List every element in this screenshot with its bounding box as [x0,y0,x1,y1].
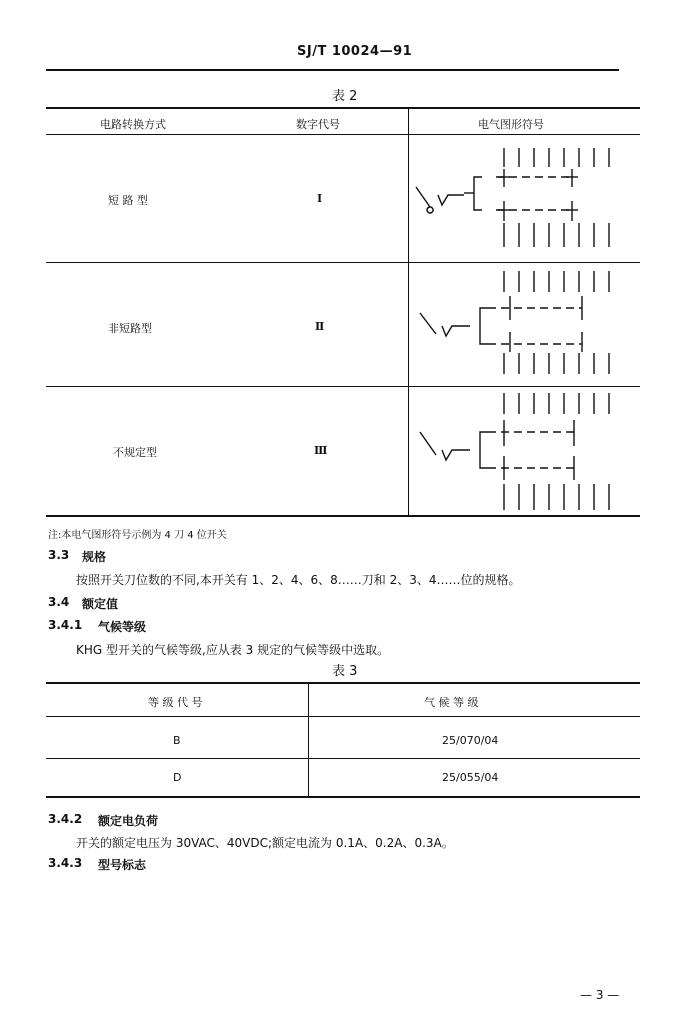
table3-row1-code: B [173,734,181,747]
table2-top-rule [46,107,640,109]
section-3-4-2-title: 额定电负荷 [98,814,159,828]
table2-row3-code: Ⅲ [314,444,328,457]
section-3-4-2-text: 开关的额定电压为 30VAC、40VDC;额定电流为 0.1A、0.2A、0.3A。 [76,836,454,850]
page-number: — 3 — [580,988,620,1002]
section-3-4-number: 3.4 [48,595,70,609]
table3-header-code: 等 级 代 号 [148,696,203,709]
table3-row1-rule [46,758,640,759]
table3-caption: 表 3 [332,664,358,679]
short-circuit-symbol [412,145,632,255]
table3-row1-value: 25/070/04 [442,734,499,747]
table2-row1-mode: 短 路 型 [108,194,148,207]
table2-caption: 表 2 [332,89,358,104]
table2-row3-mode: 不规定型 [113,446,157,459]
table2-note: 注:本电气图形符号示例为 4 刀 4 位开关 [48,530,227,541]
table2-row1-rule [46,262,640,263]
table2-row2-mode: 非短路型 [108,322,152,335]
table3-header-climate: 气 候 等 级 [424,696,479,709]
section-3-4-2-number: 3.4.2 [48,812,83,826]
table3-header-rule [46,716,640,717]
section-3-4-3-title: 型号标志 [98,858,147,872]
table2-header-rule [46,134,640,135]
section-3-3-title: 规格 [82,550,107,564]
unspecified-symbol [412,390,632,515]
section-3-4-3-number: 3.4.3 [48,856,83,870]
table2-header-code: 数字代号 [296,118,340,131]
table3-row2-code: D [173,771,182,784]
non-short-circuit-symbol [412,268,632,378]
table2-bottom-rule [46,515,640,517]
section-3-4-1-number: 3.4.1 [48,618,83,632]
section-3-3-number: 3.3 [48,548,70,562]
standard-code: SJ/T 10024—91 [297,44,413,59]
table2-divider [408,108,409,516]
section-3-4-1-text: KHG 型开关的气候等级,应从表 3 规定的气候等级中选取。 [76,643,390,657]
header-rule [46,69,619,71]
section-3-3-text: 按照开关刀位数的不同,本开关有 1、2、4、6、8……刀和 2、3、4……位的规格。 [76,573,521,587]
table3-row2-value: 25/055/04 [442,771,499,784]
table2-row2-code: Ⅱ [315,320,325,333]
table3-top-rule [46,682,640,684]
table2-row2-rule [46,386,640,387]
table3-divider [308,683,309,797]
section-3-4-title: 额定值 [82,597,119,611]
section-3-4-1-title: 气候等级 [98,620,147,634]
table2-header-symbol: 电气图形符号 [478,118,544,131]
table2-header-mode: 电路转换方式 [100,118,166,131]
table2-row1-code: I [317,192,323,205]
table3-bottom-rule [46,796,640,798]
